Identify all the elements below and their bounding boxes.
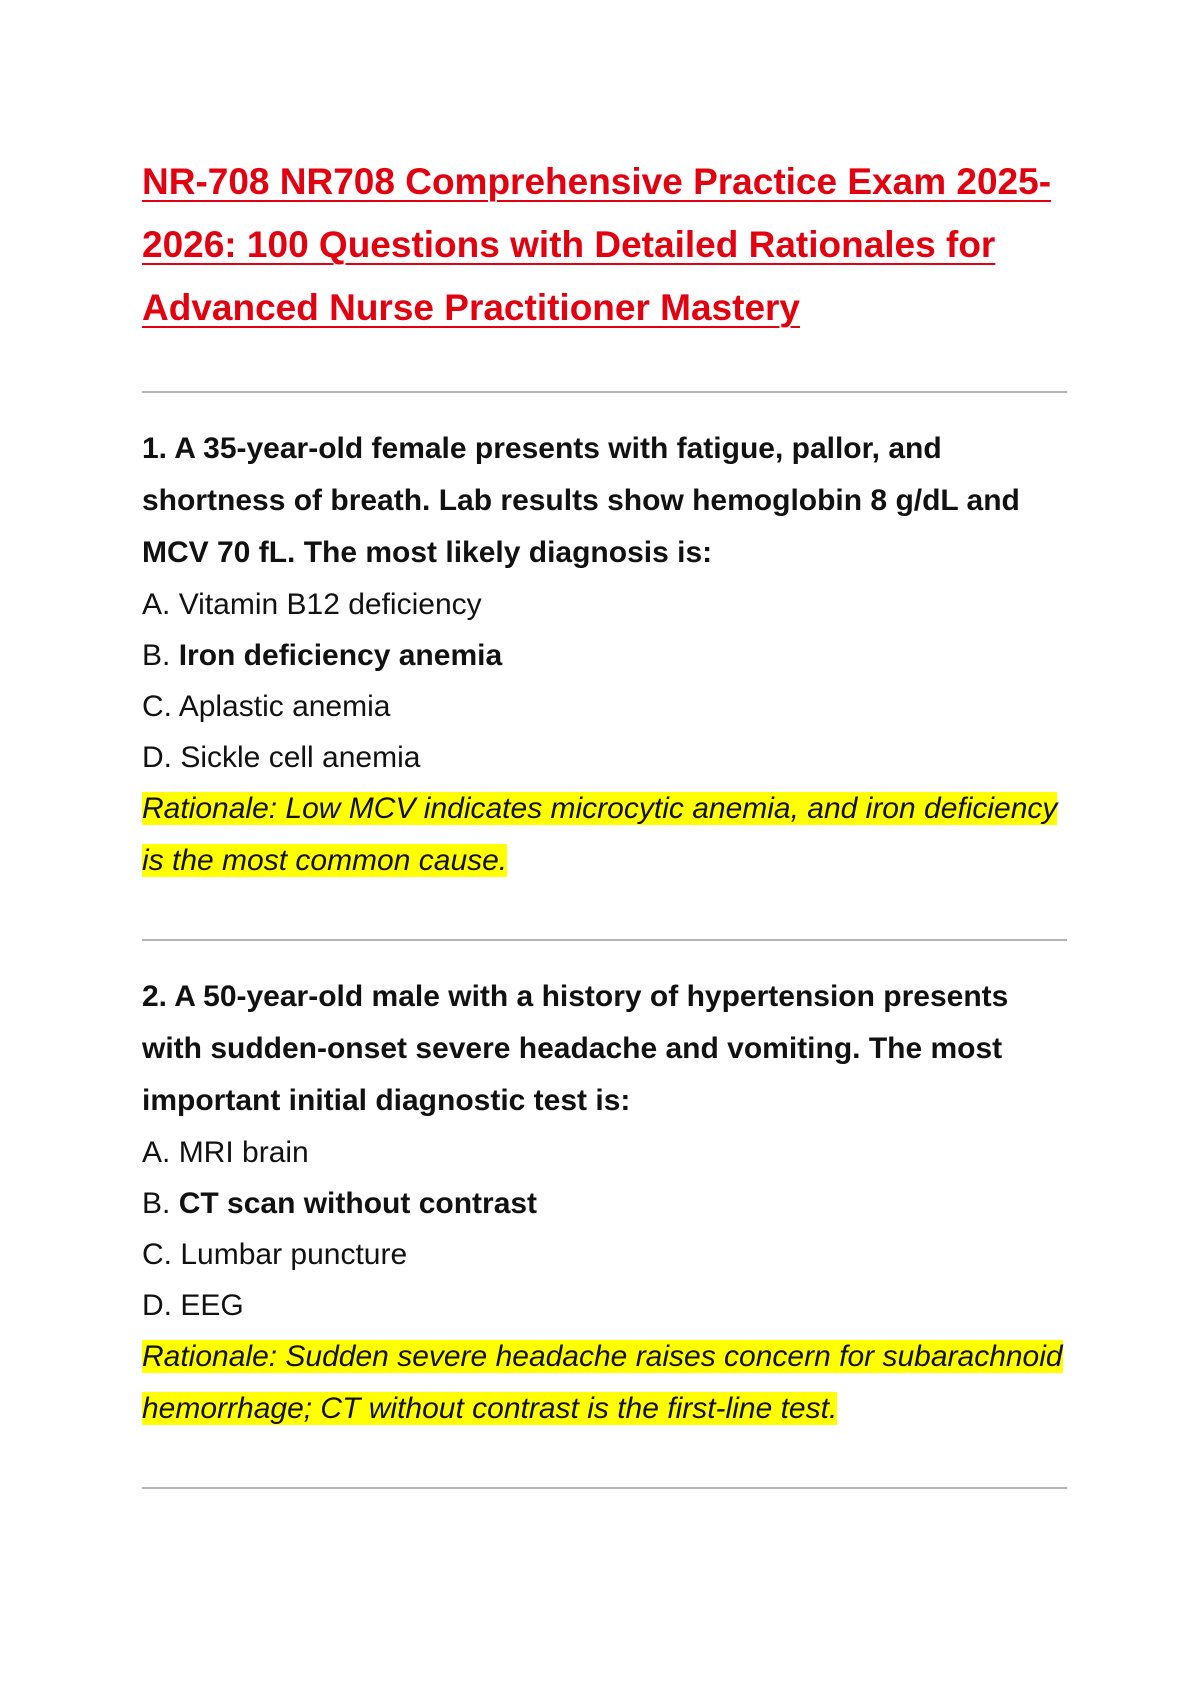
option-letter: A. — [142, 588, 179, 621]
question-1 — [142, 423, 1067, 887]
option-letter: A. — [142, 1136, 179, 1169]
question-stem: 1. A 35-year-old female presents with fatigue, pallor, and shortness of breath. Lab results show hemoglobin 8 g/dL and MCV 70 fL. The most likely diagnosis is: — [142, 432, 1020, 569]
option-text: EEG — [180, 1289, 244, 1322]
option-letter: B. — [142, 639, 179, 672]
rationale-highlight: Rationale: Low MCV indicates microcytic anemia, and iron deficiency is the most common cause. — [142, 792, 1058, 877]
rationale — [142, 1331, 1067, 1435]
question-stem: 2. A 50-year-old male with a history of hypertension presents with sudden-onset severe headache and vomiting. The most important initial diagnostic test is: — [142, 980, 1009, 1117]
document-page — [142, 150, 1067, 1489]
option-text: Sickle cell anemia — [180, 741, 421, 774]
rationale-highlight: Rationale: Sudden severe headache raises concern for subarachnoid hemorrhage; CT without contrast is the first-line test. — [142, 1340, 1063, 1425]
question-2 — [142, 971, 1067, 1435]
option-b-correct — [142, 630, 1067, 681]
rationale — [142, 783, 1067, 887]
option-text: Lumbar puncture — [180, 1238, 408, 1271]
option-letter: B. — [142, 1187, 179, 1220]
option-letter: D. — [142, 1289, 181, 1322]
divider — [142, 1487, 1067, 1489]
option-text: Vitamin B12 deficiency — [178, 588, 482, 621]
option-d — [142, 732, 1067, 783]
divider — [142, 391, 1067, 393]
document-title: NR-708 NR708 Comprehensive Practice Exam 2025-2026: 100 Questions with Detailed Rationales for Advanced Nurse Practitioner Mastery — [142, 161, 1052, 328]
option-c — [142, 1229, 1067, 1280]
divider — [142, 939, 1067, 941]
option-c — [142, 681, 1067, 732]
option-d — [142, 1280, 1067, 1331]
option-a — [142, 1127, 1067, 1178]
option-text: MRI brain — [178, 1136, 309, 1169]
option-letter: C. — [142, 1238, 181, 1271]
option-b-correct — [142, 1178, 1067, 1229]
option-letter: C. — [142, 690, 179, 723]
correct-answer-text: Iron deficiency anemia — [178, 639, 503, 672]
option-text: Aplastic anemia — [178, 690, 391, 723]
option-letter: D. — [142, 741, 181, 774]
correct-answer-text: CT scan without contrast — [178, 1187, 538, 1220]
option-a — [142, 579, 1067, 630]
